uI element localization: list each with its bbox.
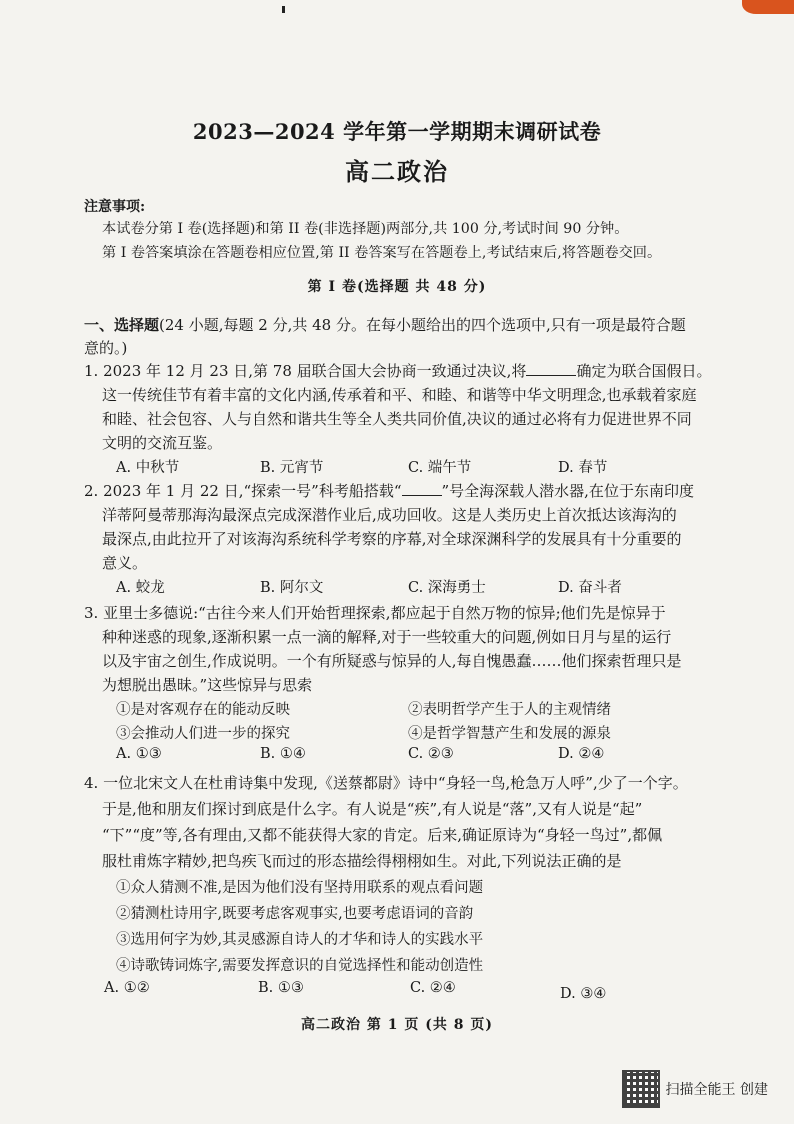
q4-option-b: B. ①③	[258, 980, 304, 996]
q3-option-a: A. ①③	[116, 746, 162, 762]
q2-stem-line-2: 洋蒂阿曼蒂那海沟最深点完成深潜作业后,成功回收。这是人类历史上首次抵达该海沟的	[102, 506, 677, 524]
q3-option-d: D. ②④	[558, 746, 605, 762]
q2-option-a: A. 蛟龙	[116, 580, 165, 596]
q4-option-d: D. ③④	[560, 986, 607, 1002]
corner-tab	[742, 0, 794, 14]
q4-statement-4: ④诗歌铸词炼字,需要发挥意识的自觉选择性和能动创造性	[116, 958, 484, 974]
q2-stem-pre: 2. 2023 年 1 月 22 日,“探索一号”科考船搭载“	[84, 482, 402, 500]
q3-statement-4: ④是哲学智慧产生和发展的源泉	[408, 726, 611, 742]
qr-code-icon	[624, 1072, 658, 1106]
q2-blank	[402, 481, 442, 496]
q2-option-b: B. 阿尔文	[260, 580, 324, 596]
notice-heading: 注意事项:	[84, 199, 146, 215]
scanner-label: 扫描全能王 创建	[665, 1082, 768, 1098]
q1-blank	[526, 361, 576, 376]
q1-stem-line-1	[84, 360, 711, 381]
q3-statement-2: ②表明哲学产生于人的主观情绪	[408, 702, 611, 718]
q1-stem-line-4: 文明的交流互鉴。	[102, 434, 223, 452]
subject-title: 高二政治	[345, 157, 449, 186]
q1-stem-pre: 1. 2023 年 12 月 23 日,第 78 届联合国大会协商一致通过决议,将	[84, 362, 527, 380]
section-instruction	[84, 314, 686, 335]
q3-statement-1: ①是对客观存在的能动反映	[116, 702, 290, 718]
notice-line-2: 第 I 卷答案填涂在答题卷相应位置,第 II 卷答案写在答题卷上,考试结束后,将答题卷交回。	[102, 245, 662, 261]
page-footer: 高二政治 第 1 页 (共 8 页)	[301, 1017, 493, 1033]
q1-stem-line-2: 这一传统佳节有着丰富的文化内涵,传承着和平、和睦、和谐等中华文明理念,也承载着家庭	[102, 386, 697, 404]
q1-option-c: C. 端午节	[408, 460, 472, 476]
q3-stem-line-1: 3. 亚里士多德说:“古往今来人们开始哲理探索,都应起于自然万物的惊异;他们先是惊异于	[84, 604, 666, 622]
q2-stem-line-4: 意义。	[102, 554, 148, 572]
q2-option-d: D. 奋斗者	[558, 580, 622, 596]
section-instruction-line-2: 意的。)	[84, 339, 128, 357]
q3-stem-line-4: 为想脱出愚昧。”这些惊异与思索	[102, 676, 313, 694]
q1-option-a: A. 中秋节	[116, 460, 180, 476]
q4-stem-line-4: 服杜甫炼字精妙,把鸟疾飞而过的形态描绘得栩栩如生。对此,下列说法正确的是	[102, 852, 622, 870]
section-title: 第 I 卷(选择题 共 48 分)	[307, 279, 487, 295]
exam-title: 2023—2024 学年第一学期期末调研试卷	[192, 119, 602, 144]
q2-stem-post: ”号全海深载人潜水器,在位于东南印度	[441, 482, 694, 500]
q1-option-d: D. 春节	[558, 460, 608, 476]
q1-stem-post: 确定为联合国假日。	[576, 362, 712, 380]
q4-statement-3: ③选用何字为妙,其灵感源自诗人的才华和诗人的实践水平	[116, 932, 484, 948]
q3-stem-line-3: 以及宇宙之创生,作成说明。一个有所疑惑与惊异的人,每自愧愚蠢……他们探索哲理只是	[102, 652, 682, 670]
notice-line-1: 本试卷分第 I 卷(选择题)和第 II 卷(非选择题)两部分,共 100 分,考试时间 90 分钟。	[102, 221, 629, 237]
q1-option-b: B. 元宵节	[260, 460, 324, 476]
scanner-watermark	[624, 1072, 768, 1106]
q2-option-c: C. 深海勇士	[408, 580, 486, 596]
q4-stem-line-1: 4. 一位北宋文人在杜甫诗集中发现,《送蔡都尉》诗中“身轻一鸟,枪急万人呼”,少了一个字。	[84, 774, 688, 792]
q2-stem-line-1	[84, 480, 694, 501]
q4-stem-line-2: 于是,他和朋友们探讨到底是什么字。有人说是“疾”,有人说是“落”,又有人说是“起”	[102, 800, 643, 818]
q2-stem-line-3: 最深点,由此拉开了对该海沟系统科学考察的序幕,对全球深渊科学的发展具有十分重要的	[102, 530, 682, 548]
q3-stem-line-2: 种种迷惑的现象,逐渐积累一点一滴的解释,对于一些较重大的问题,例如日月与星的运行	[102, 628, 672, 646]
q3-statement-3: ③会推动人们进一步的探究	[116, 726, 290, 742]
q1-stem-line-3: 和睦、社会包容、人与自然和谐共生等全人类共同价值,决议的通过必将有力促进世界不同	[102, 410, 692, 428]
scan-speck	[282, 6, 285, 13]
q4-stem-line-3: “下”“度”等,各有理由,又都不能获得大家的肯定。后来,确证原诗为“身轻一鸟过”,都佩	[102, 826, 663, 844]
section-label: 一、选择题	[84, 316, 160, 334]
q4-statement-2: ②猜测杜诗用字,既要考虑客观事实,也要考虑语词的音韵	[116, 906, 474, 922]
q3-option-b: B. ①④	[260, 746, 306, 762]
q4-option-a: A. ①②	[104, 980, 150, 996]
q4-option-c: C. ②④	[410, 980, 456, 996]
section-instruction-text: (24 小题,每题 2 分,共 48 分。在每小题给出的四个选项中,只有一项是最符合题	[159, 316, 686, 334]
q3-option-c: C. ②③	[408, 746, 454, 762]
q4-statement-1: ①众人猜测不准,是因为他们没有坚持用联系的观点看问题	[116, 880, 484, 896]
